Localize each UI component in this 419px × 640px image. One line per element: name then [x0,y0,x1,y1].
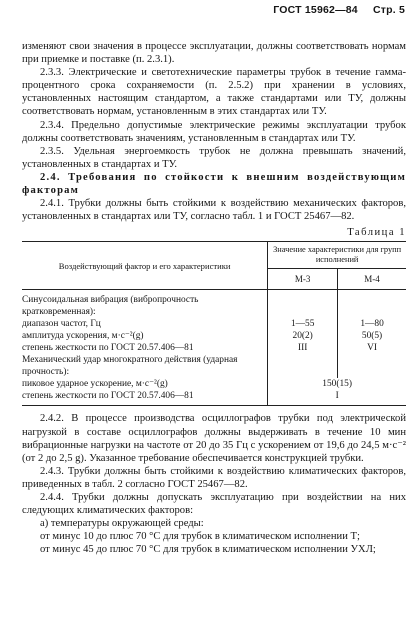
paragraph-2-4-1: 2.4.1. Трубки должны быть стойкими к воздействию механических факторов, установленных в стандартах или ТУ, согласно табл. 1 и ГОСТ 25467—82. [22,198,406,223]
table-header-m3: М-3 [268,269,338,290]
table-cell-m3: III [268,342,338,354]
paragraph-2-3-3: 2.3.3. Электрические и светотехнические параметры трубок в течение гамма-процентного срока сохраняемости (п. 2.5.2) при хранении в условиях, установленных настоящим стандартом, а также стандартами или ТУ, должны соответствовать нормам, установленным в этих стандартах или ТУ. [22,67,406,118]
table-row [22,318,406,330]
table-row [22,378,406,390]
table-cell-label: диапазон частот, Гц [22,318,268,330]
table-1 [22,241,406,406]
table-header-factor: Воздействующий фактор и его характеристики [22,242,268,290]
table-cell-m4: VI [367,343,377,354]
table-cell-m4: 50(5) [361,331,383,342]
table-cell-shared-value: I [268,390,406,406]
section-heading-2-4: 2.4. Требования по стойкости к внешним воздействующим факторам [22,171,406,197]
table-row [22,290,406,319]
temperature-range-uhl: от минус 45 до плюс 70 °С для трубок в климатическом исполнении УХЛ; [40,544,376,556]
page-number: Стр. 5 [372,4,405,16]
paragraph-2-3-5: 2.3.5. Удельная энергоемкость трубок не должна превышать значений, установленных в стандартах и ТУ. [22,145,406,170]
table-row [22,342,406,354]
paragraph-2-4-4: 2.4.4. Трубки должны допускать эксплуатацию при воздействии на них следующих климатических факторов: [22,491,406,517]
table-cell-m3 [268,290,338,319]
table-cell-label: амплитуда ускорения, м·с⁻²(g) [22,330,268,342]
table-cell-m4 [338,290,406,319]
paragraph-2-3-4: 2.3.4. Предельно допустимые электрические режимы эксплуатации трубок должны соответствовать значениям, установленным в стандартах или ТУ. [22,119,406,144]
table-row [22,354,406,378]
table-row [22,330,406,342]
page-header [273,4,405,16]
temperature-range-t: от минус 10 до плюс 70 °С для трубок в климатическом исполнении Т; [40,531,360,543]
table-cell-label: Механический удар многократного действия (ударная прочность): [22,354,268,378]
table-cell-shared-value: 150(15) [322,379,352,390]
table-cell-label: степень жесткости по ГОСТ 20.57.406—81 [22,390,268,406]
table-cell-m3 [268,354,338,378]
paragraph-2-4-3: 2.4.3. Трубки должны быть стойкими к воздействию климатических факторов, приведенных в табл. 2 согласно ГОСТ 25467—82. [22,465,406,490]
paragraph-continued: изменяют свои значения в процессе эксплуатации, должны соответствовать нормам при приемке и поставке (п. 2.3.1). [22,41,406,66]
page-body [22,40,406,556]
table-caption: Таблица 1 [347,227,406,239]
text-after-table [22,412,406,556]
table-cell-label: степень жесткости по ГОСТ 20.57.406—81 [22,342,268,354]
list-item-a: а) температуры окружающей среды: [40,518,204,530]
standard-number: ГОСТ 15962—84 [273,4,358,16]
table-header-m4: М-4 [338,269,406,290]
table-cell-m3: 1—55 [268,318,338,330]
table-cell-label: пиковое ударное ускорение, м·с⁻²(g) [22,378,268,390]
paragraph-2-4-2: 2.4.2. В процессе производства осциллографов трубки под электрической нагрузкой в составе осциллографов должны выдерживать в течение 10 мин вибрационные нагрузки на частоте от 20 до 35 Гц с ускорением от 19,6 до 24,5 м·с⁻² (от 2 до 2,5 g). Указанное требование обеспечивается конструкцией трубки. [22,413,406,464]
table-cell-m3: 20(2) [268,330,338,342]
table-cell-m4 [338,354,406,378]
table-row [22,390,406,406]
table-cell-m4: 1—80 [360,319,384,330]
table-cell-label: Синусоидальная вибрация (вибропрочность кратковременная): [22,290,268,319]
table-header-group: Значение характеристики для групп исполнений [268,242,406,269]
